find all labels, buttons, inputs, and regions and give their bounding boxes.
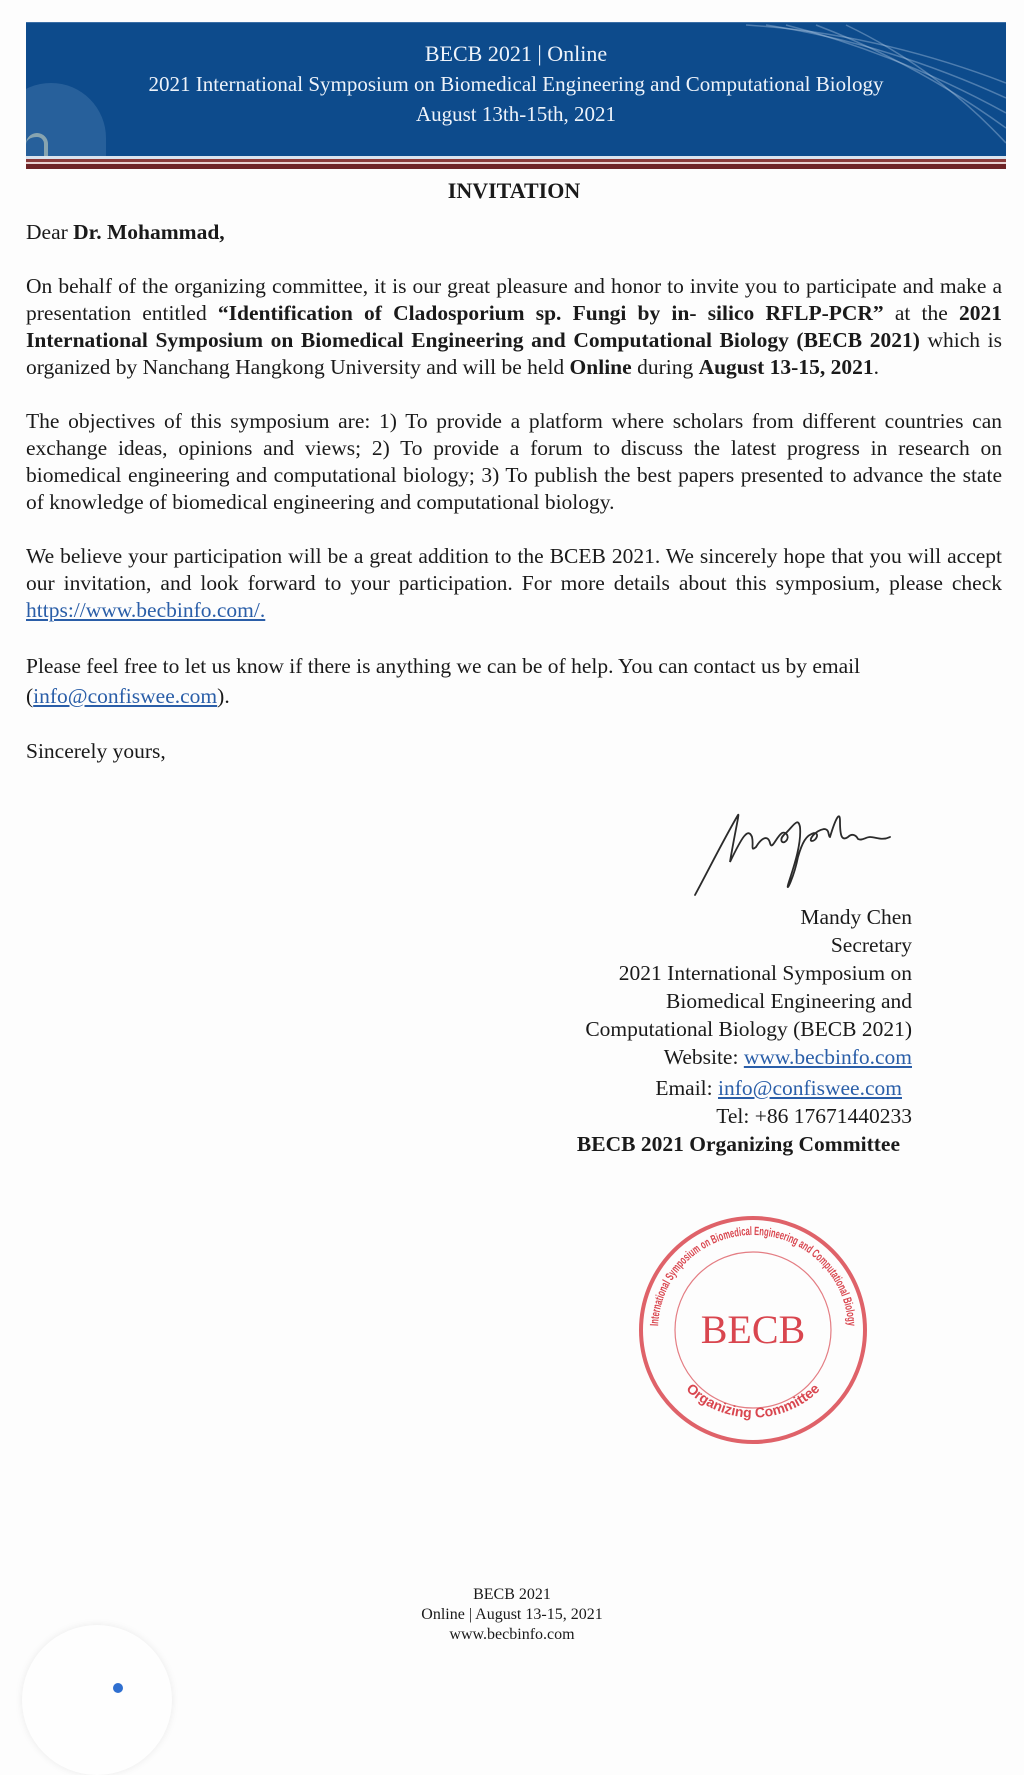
stamp-wrapper (0, 1205, 1024, 1465)
text-run: at the (883, 301, 959, 325)
banner-dates: August 13th-15th, 2021 (415, 102, 617, 126)
org-line: Computational Biology (BECB 2021) (585, 1017, 912, 1041)
header-banner (26, 22, 1006, 156)
signature-area (0, 785, 1024, 1205)
letter-title: INVITATION (447, 178, 581, 203)
floating-button[interactable] (22, 1625, 172, 1775)
svg-text:Organizing Committee (684, 1380, 823, 1421)
signatory-name: Mandy Chen (800, 905, 912, 929)
recipient-name: Dr. Mohammad, (73, 220, 225, 244)
page-footer (0, 1585, 1024, 1685)
symposium-name: 2021 International Symposium on Biomedical Engineering and Computational Biology (BECB 2021) (26, 301, 1002, 352)
paragraph-contact (26, 651, 1002, 711)
stamp-bottom-text: Organizing Committee (683, 1380, 823, 1421)
banner-event-line: BECB 2021 | Online (424, 41, 608, 66)
footer-event: BECB 2021 (473, 1586, 551, 1603)
footer-dates: Online | August 13-15, 2021 (421, 1606, 603, 1623)
stamp-center-text: BECB (700, 1307, 806, 1352)
event-mode: Online (569, 355, 632, 379)
banner-decoration-ring (26, 133, 48, 156)
telephone: Tel: +86 17671440233 (716, 1104, 912, 1128)
paragraph-objectives: The objectives of this symposium are: 1) To provide a platform where scholars from different countries can exchange ideas, opinions and views; 2) To provide a forum to discuss the latest progress in research on biomedical engineering and computational biology; 3) To publish the best papers presented to advance the state of knowledge of biomedical engineering and computational biology. (26, 409, 1002, 514)
website-row (577, 1043, 912, 1071)
text-run: Please feel free to let us know if there is anything we can be of help. You can contact us by email ( (26, 654, 861, 708)
letter-body (26, 177, 1002, 765)
text-run: ). (217, 684, 230, 708)
stamp-ring-text: International Symposium on Biomedical Engineering and Computational Biology (647, 1223, 860, 1329)
event-dates: August 13-15, 2021 (698, 355, 874, 379)
org-line: Biomedical Engineering and (666, 989, 912, 1013)
footer-website: www.becbinfo.com (449, 1626, 575, 1643)
signature-website-link[interactable]: www.becbinfo.com (743, 1045, 912, 1069)
floating-button-icon (113, 1683, 123, 1693)
org-line: 2021 International Symposium on (618, 961, 912, 985)
letter-page (0, 22, 1024, 1685)
paragraph-invitation (26, 273, 1002, 381)
text-run: We believe your participation will be a great addition to the BCEB 2021. We sincerely hope that you will accept our invitation, and look forward to your participation. For more details about this symposium, please check (26, 544, 1002, 595)
committee-name: BECB 2021 Organizing Committee (576, 1132, 900, 1156)
website-label: Website: (663, 1045, 744, 1069)
signature-image (690, 807, 900, 902)
text-run: which is organized by Nanchang Hangkong University and will be held (26, 328, 1002, 379)
signature-block (577, 903, 912, 1158)
email-link[interactable]: info@confiswee.com (33, 684, 218, 708)
banner-symposium-name: 2021 International Symposium on Biomedical Engineering and Computational Biology (148, 72, 884, 96)
signature-email-link[interactable]: info@confiswee.com (718, 1076, 902, 1100)
header-rule (26, 164, 1006, 169)
email-row (577, 1074, 902, 1102)
text-run: during (631, 355, 699, 379)
text-run: . (873, 355, 879, 379)
official-stamp (628, 1205, 878, 1455)
paragraph-participation (26, 543, 1002, 624)
website-link[interactable]: https://www.becbinfo.com/. (26, 598, 266, 622)
salutation-prefix: Dear (26, 220, 74, 244)
paper-title: “Identification of Cladosporium sp. Fungi by in- silico RFLP-PCR” (217, 301, 884, 325)
salutation (26, 219, 1002, 246)
email-label: Email: (655, 1076, 719, 1100)
header-rules (26, 156, 1006, 169)
signatory-role: Secretary (830, 933, 912, 957)
text-run: On behalf of the organizing committee, it is our great pleasure and honor to invite you to participate and make a presentation entitled (26, 274, 1002, 325)
closing: Sincerely yours, (26, 739, 166, 763)
